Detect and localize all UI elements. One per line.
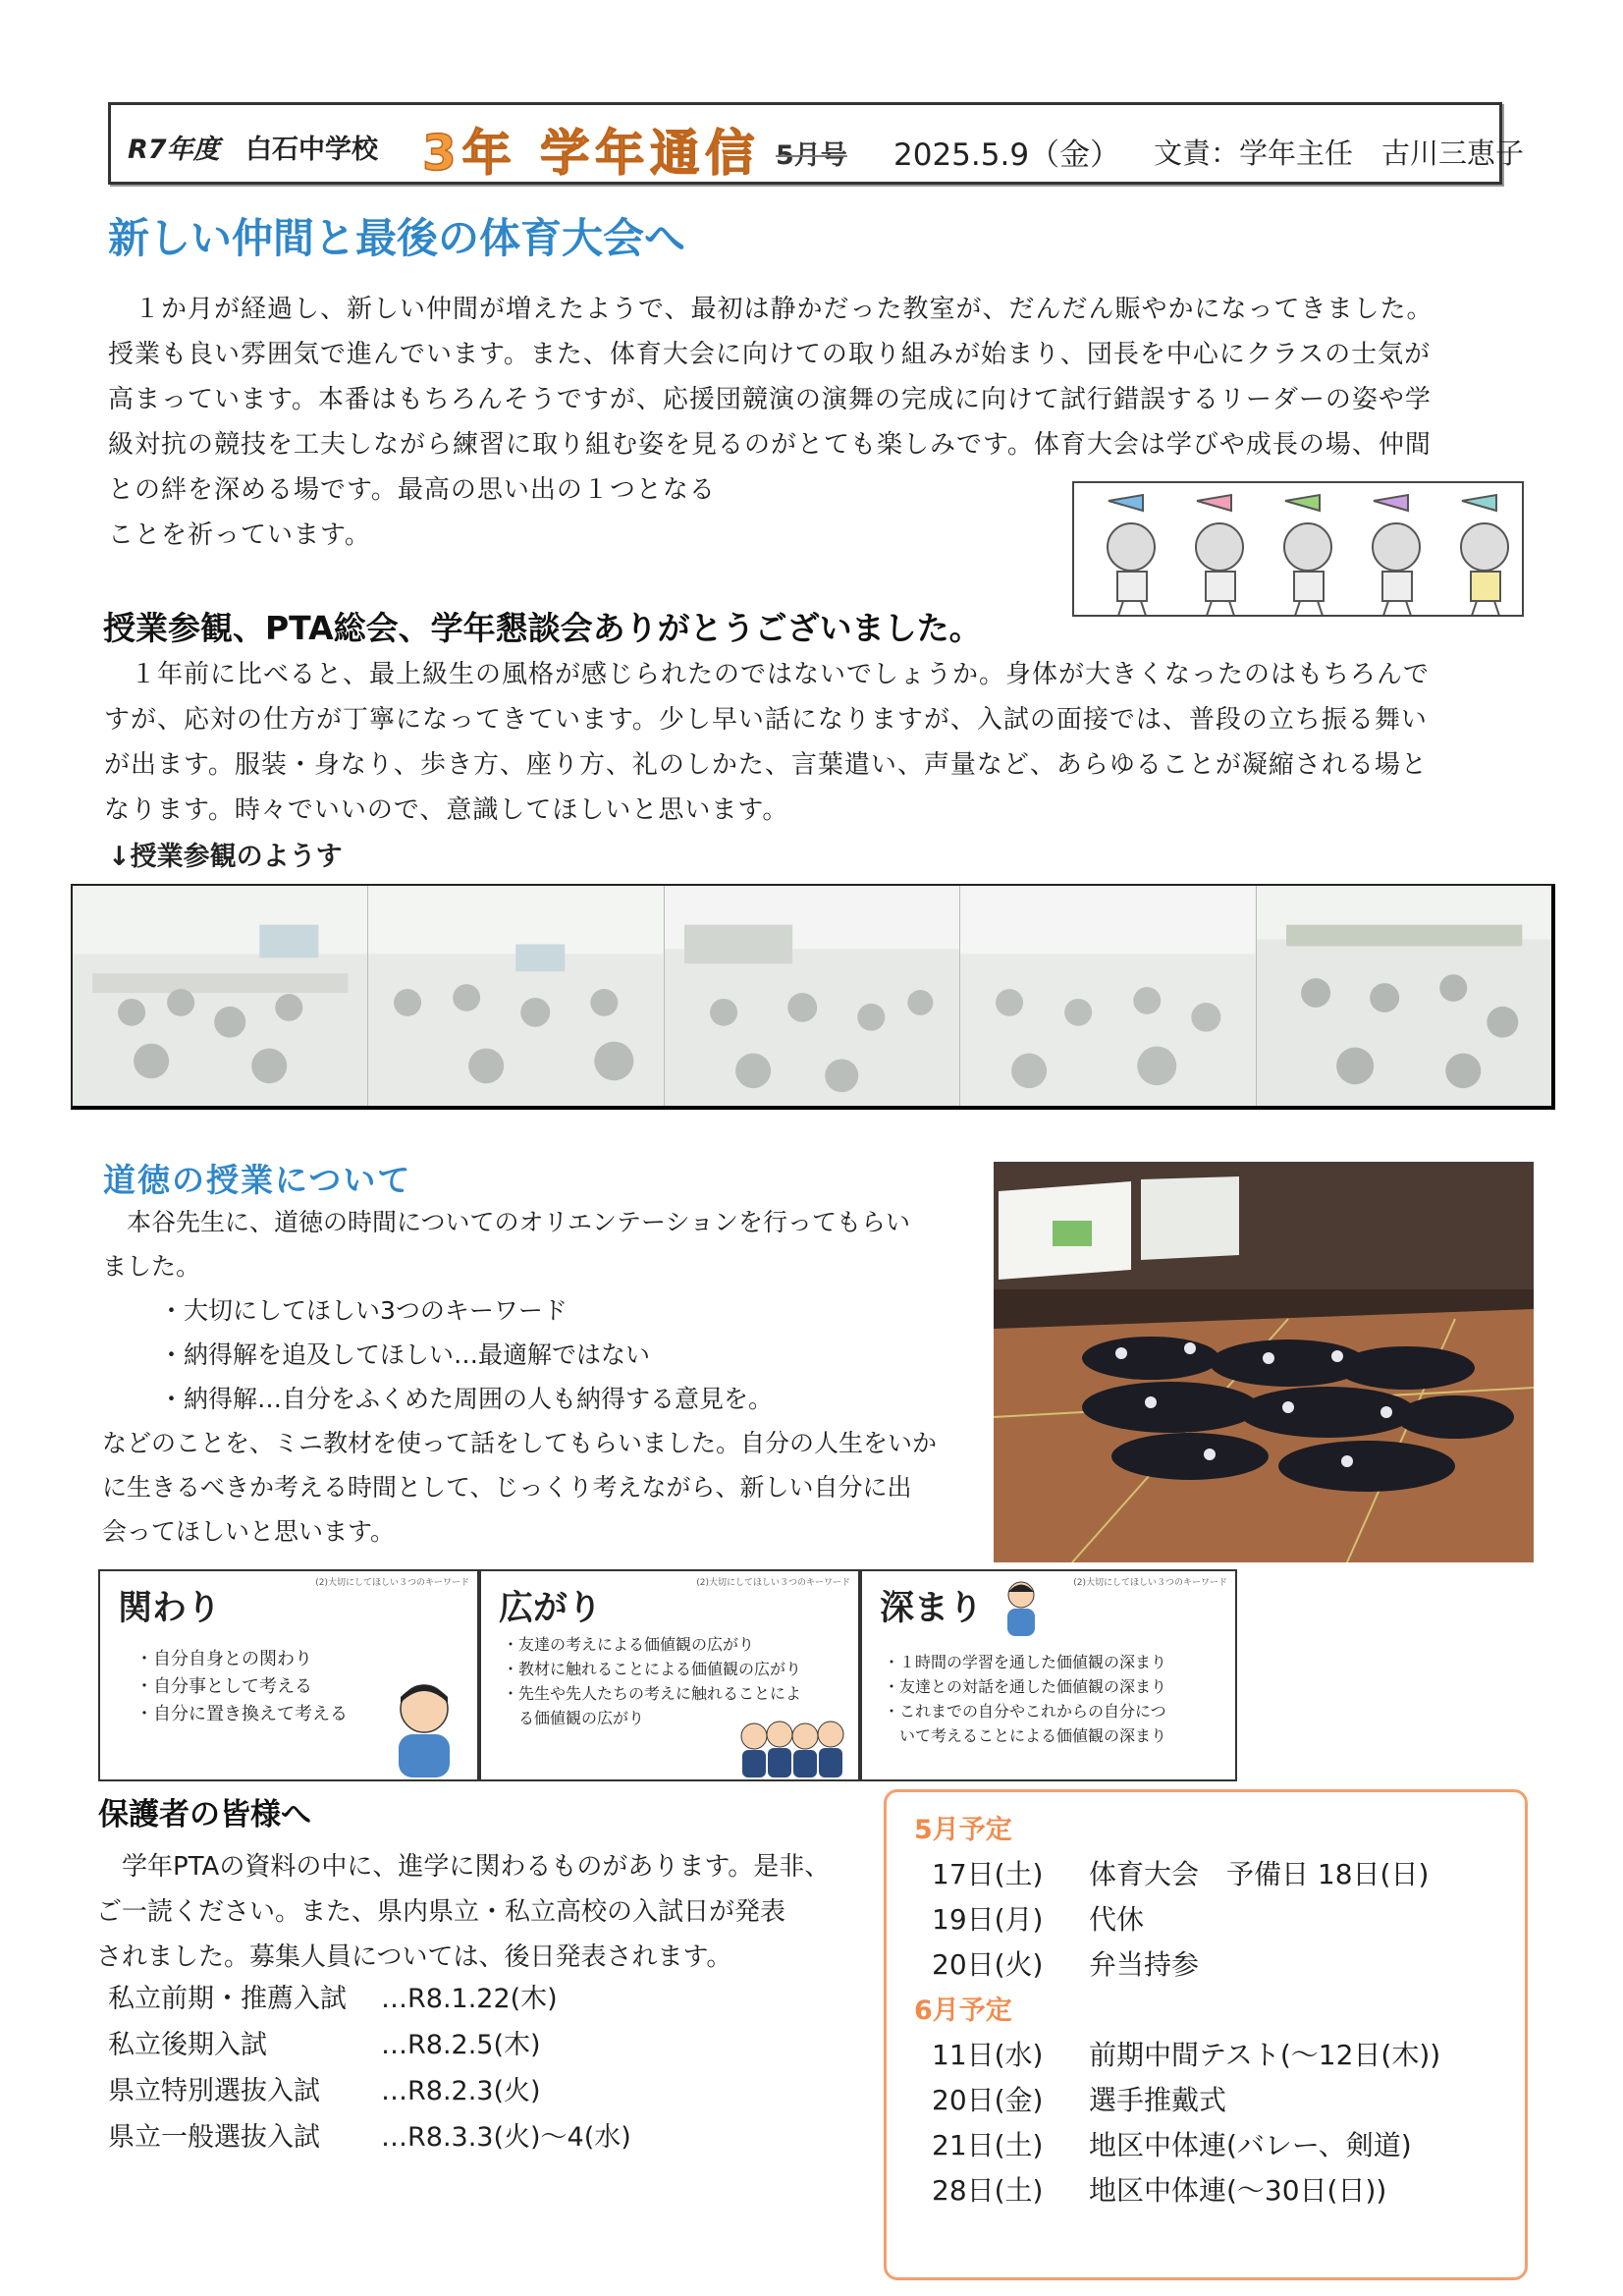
issue-date: 2025.5.9（金） (893, 137, 1121, 173)
newsletter-title: 3年 学年通信 (422, 125, 761, 182)
photos-caption: ↓授業参観のようす (108, 842, 343, 872)
class-photos-strip (71, 884, 1555, 1110)
section-title-moral: 道徳の授業について (103, 1161, 412, 1199)
schedule-event: 前期中間テスト(～12日(木)) (1089, 2039, 1441, 2071)
exam-row (108, 2068, 631, 2114)
schedule-row (932, 1853, 1429, 1892)
text-line: 会ってほしいと思います。 (102, 1517, 396, 1546)
schedule-row (932, 1943, 1199, 1983)
exam-name: 県立特別選抜入試 (108, 2076, 320, 2106)
text-line: が出ます。服装・身なり、歩き方、座り方、礼のしかた、言葉遣い、声量など、あらゆることが凝縮される場と (104, 750, 1428, 780)
schedule-event: 地区中体連(バレー、剣道) (1089, 2129, 1412, 2161)
exam-dates-list (108, 1976, 631, 2160)
may-schedule-heading: 5月予定 (914, 1815, 1012, 1845)
schedule-event: 地区中体連(～30日(日)) (1089, 2174, 1387, 2207)
text-line: ご一読ください。また、県内県立・私立高校の入試日が発表 (96, 1897, 786, 1927)
school-name: 白石中学校 (245, 135, 378, 165)
schedule-row (932, 2034, 1440, 2073)
bullet-line: ・大切にしてほしい3つのキーワード (159, 1296, 568, 1325)
section-body-open-class (104, 652, 1557, 833)
schedule-event: 弁当持参 (1089, 1948, 1200, 1981)
exam-date: …R8.3.3(火)～4(水) (381, 2122, 631, 2153)
issue-label: 5月号 (776, 140, 847, 171)
text-line: 級対抗の競技を工夫しながら練習に取り組む姿を見るのがとても楽しみです。体育大会は学びや成長の場、仲間 (108, 430, 1432, 460)
card-tag: (2)大切にしてほしい３つのキーワード (1073, 1578, 1227, 1588)
card-tag: (2)大切にしてほしい３つのキーワード (315, 1578, 469, 1588)
student-thinking-illustration (385, 1679, 463, 1777)
keyword-card-fukamari (860, 1569, 1237, 1781)
section-body-moral (102, 1200, 966, 1554)
card-title: 関わり (118, 1589, 222, 1628)
class-photo (368, 886, 664, 1106)
card-title: 深まり (880, 1589, 984, 1628)
class-photo (665, 886, 960, 1106)
card-title: 広がり (499, 1589, 603, 1628)
exam-name: 私立前期・推薦入試 (108, 1984, 347, 2014)
exam-name: 私立後期入試 (108, 2030, 320, 2060)
bullet-line: ・納得解を追及してほしい…最適解ではない (159, 1340, 651, 1369)
exam-date: …R8.1.22(木) (381, 1984, 558, 2014)
schedule-date: 28日(土) (932, 2174, 1044, 2207)
students-group-illustration (738, 1717, 846, 1777)
section-body-parents (96, 1844, 882, 1980)
text-line: ことを祈っています。 (108, 520, 371, 550)
list-item: ・自分に置き換えて考える (135, 1704, 348, 1724)
exam-date: …R8.2.5(木) (381, 2030, 541, 2060)
list-item: ・自分事として考える (135, 1676, 312, 1697)
schedule-event: 選手推戴式 (1089, 2084, 1227, 2116)
schedule-box (884, 1789, 1528, 2280)
text-line: されました。募集人員については、後日発表されます。 (96, 1942, 732, 1972)
schedule-row (932, 2124, 1412, 2163)
schedule-date: 20日(金) (932, 2084, 1044, 2116)
list-item: る価値観の広がり (503, 1709, 645, 1727)
gym-orientation-photo (994, 1162, 1534, 1562)
text-line: ました。 (102, 1252, 201, 1281)
list-item: ・先生や先人たちの考えに触れることによ (503, 1684, 802, 1703)
text-line: １年前に比べると、最上級生の風格が感じられたのではないでしょうか。身体が大きくなったのはもちろんで (104, 660, 1431, 689)
schedule-date: 21日(土) (932, 2129, 1044, 2161)
class-photo (1257, 886, 1551, 1106)
list-item: ・１時間の学習を通した価値観の深まり (884, 1653, 1167, 1671)
list-item: ・これまでの自分やこれからの自分につ (884, 1702, 1166, 1721)
fiscal-year: R7年度 (128, 135, 220, 165)
exam-date: …R8.2.3(火) (381, 2076, 541, 2106)
june-schedule-heading: 6月予定 (914, 1995, 1012, 2026)
exam-row (108, 2022, 631, 2068)
schedule-date: 17日(土) (932, 1858, 1044, 1890)
text-line: などのことを、ミニ教材を使って話をしてもらいました。自分の人生をいか (102, 1429, 938, 1457)
class-photo (73, 886, 368, 1106)
card-tag: (2)大切にしてほしい３つのキーワード (696, 1578, 850, 1588)
exam-name: 県立一般選抜入試 (108, 2122, 320, 2153)
list-item: ・教材に触れることによる価値観の広がり (503, 1660, 802, 1678)
section-title-parents: 保護者の皆様へ (98, 1797, 311, 1832)
text-line: 高まっています。本番はもちろんそうですが、応援団競演の演舞の完成に向けて試行錯誤するリーダーの姿や学 (108, 385, 1432, 414)
text-line: に生きるべきか考える時間として、じっくり考えながら、新しい自分に出 (102, 1473, 912, 1502)
card-list (503, 1632, 801, 1730)
text-line: すが、応対の仕方が丁寧になってきています。少し早い話になりますが、入試の面接では、普段の立ち振る舞い (104, 705, 1428, 735)
section-title-new-friends: 新しい仲間と最後の体育大会へ (108, 214, 686, 262)
schedule-date: 19日(月) (932, 1903, 1044, 1936)
text-line: 本谷先生に、道徳の時間についてのオリエンテーションを行ってもらい (102, 1208, 911, 1236)
student-icon (1001, 1579, 1041, 1638)
class-photo (960, 886, 1256, 1106)
bullet-line: ・納得解…自分をふくめた周囲の人も納得する意見を。 (159, 1385, 774, 1413)
list-item: ・自分自身との関わり (135, 1649, 312, 1669)
text-line: 授業も良い雰囲気で進んでいます。また、体育大会に向けての取り組みが始まり、団長を中心にクラスの士気が (108, 340, 1432, 369)
runners-illustration-svg (1074, 483, 1522, 615)
schedule-date: 11日(水) (932, 2039, 1044, 2071)
schedule-event: 体育大会 予備日 18日(日) (1089, 1858, 1430, 1890)
section-title-open-class: 授業参観、PTA総会、学年懇談会ありがとうございました。 (103, 609, 982, 647)
list-item: ・友達との対話を通した価値観の深まり (884, 1677, 1167, 1696)
schedule-date: 20日(火) (932, 1948, 1044, 1981)
keyword-card-hirogari (479, 1569, 860, 1781)
text-line: なります。時々でいいので、意識してほしいと思います。 (104, 795, 789, 825)
list-item: ・友達の考えによる価値観の広がり (503, 1635, 755, 1654)
schedule-row (932, 2079, 1226, 2118)
schedule-event: 代休 (1089, 1903, 1145, 1936)
text-line: との絆を深める場です。最高の思い出の１つとなる (108, 475, 716, 505)
exam-row (108, 2114, 631, 2160)
exam-row (108, 1976, 631, 2022)
card-list (884, 1650, 1166, 1748)
keyword-card-kakawari (98, 1569, 479, 1781)
text-line: 学年PTAの資料の中に、進学に関わるものがあります。是非、 (96, 1852, 831, 1882)
schedule-row (932, 2169, 1386, 2209)
schedule-row (932, 1898, 1144, 1938)
author: 文責：学年主任 古川三恵子 (1154, 137, 1525, 170)
text-line: １か月が経過し、新しい仲間が増えたようで、最初は静かだった教室が、だんだん賑やかになってきました。 (108, 295, 1434, 324)
list-item: いて考えることによる価値観の深まり (884, 1726, 1167, 1745)
card-list (135, 1646, 348, 1728)
runners-illustration (1072, 481, 1524, 617)
